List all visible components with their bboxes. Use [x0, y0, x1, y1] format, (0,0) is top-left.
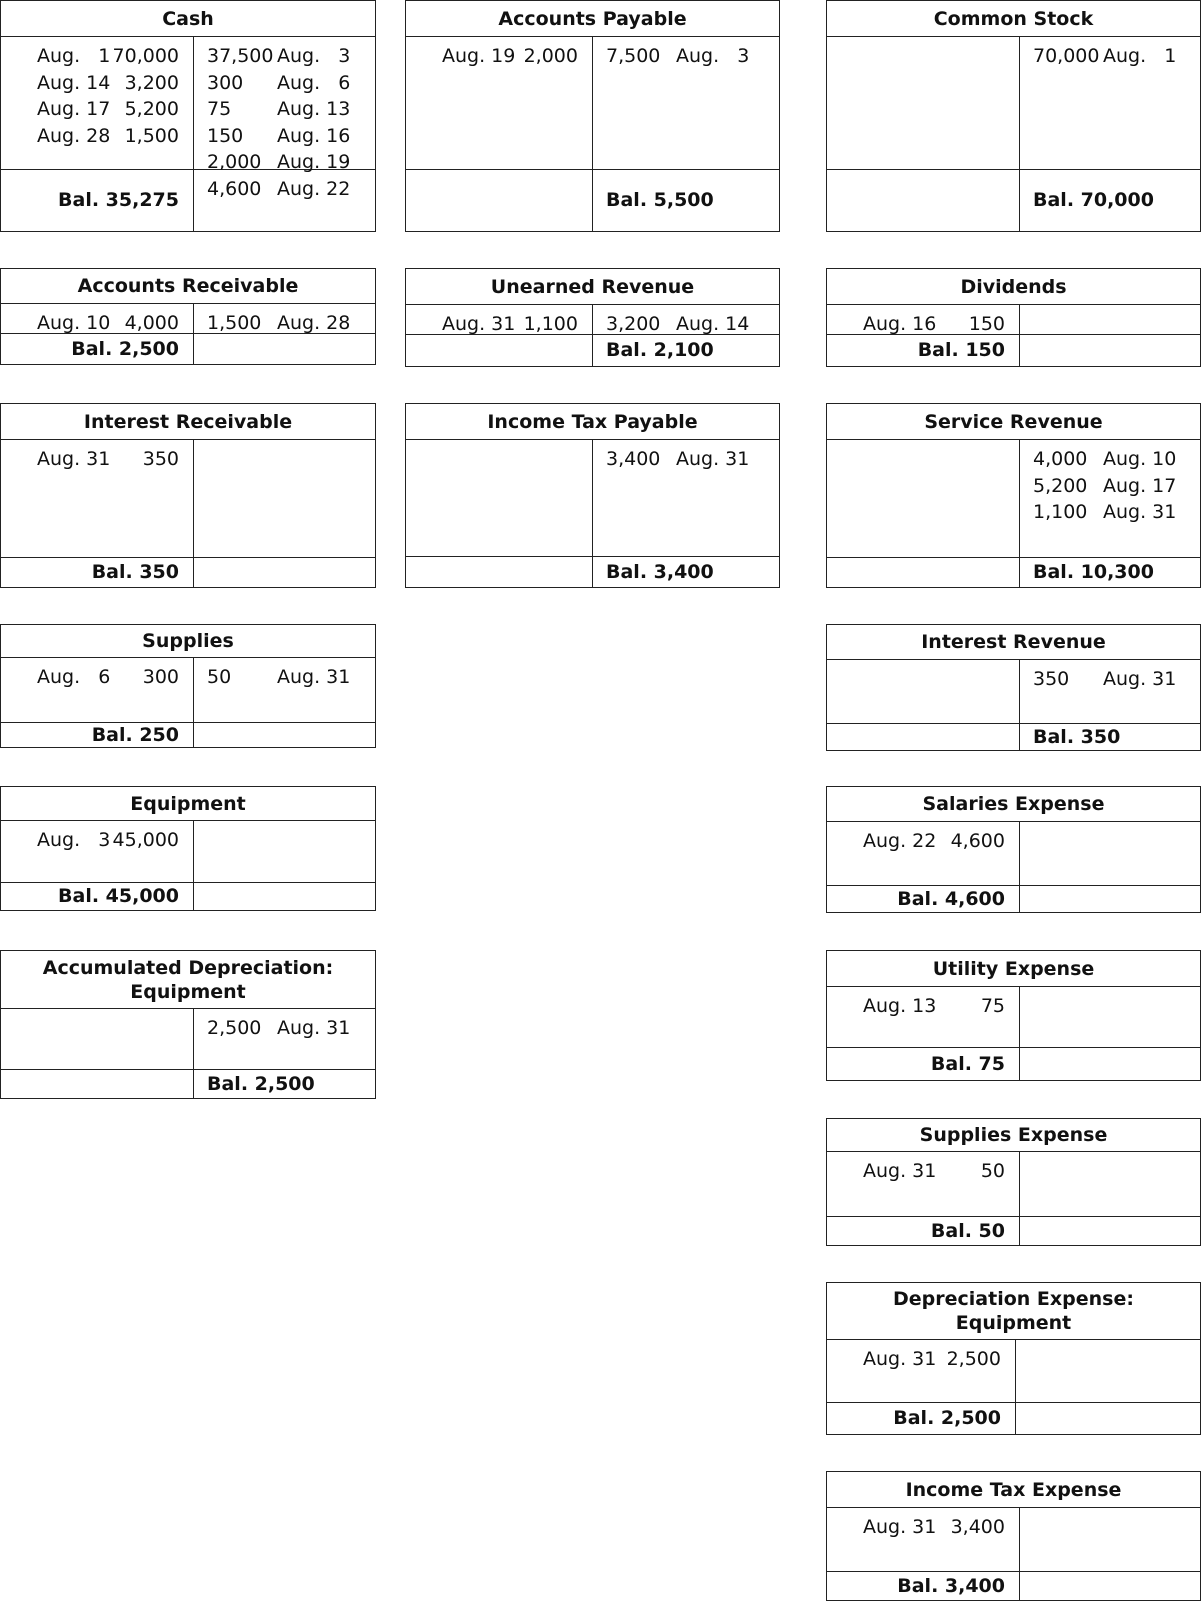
account-balance: Bal. 3,400	[606, 560, 714, 583]
credit-amount: 2,500	[207, 1017, 262, 1039]
credit-date: Aug. 16	[277, 124, 351, 147]
debit-date: Aug. 14	[37, 71, 111, 94]
debit-side	[1, 404, 193, 587]
credit-side	[1015, 1283, 1200, 1434]
debit-side	[1, 625, 193, 747]
debit-date: Aug. 31	[863, 1160, 937, 1182]
debit-date: Aug. 3	[37, 829, 111, 851]
credit-amount: 4,000	[1033, 448, 1088, 470]
credit-amount: 350	[1033, 668, 1070, 690]
account-balance: Bal. 70,000	[1033, 189, 1154, 211]
account-title: Supplies	[1, 625, 375, 658]
credit-amount: 300	[207, 71, 244, 94]
credit-side	[1019, 625, 1200, 750]
debit-amount: 2,500	[946, 1348, 1001, 1370]
credit-date: Aug. 22	[277, 177, 351, 200]
debit-date: Aug. 13	[863, 995, 937, 1017]
debit-side	[827, 787, 1019, 912]
credit-amount: 4,600	[207, 177, 262, 200]
debit-side	[406, 269, 592, 366]
credit-side	[1019, 1, 1200, 231]
credit-side	[193, 951, 375, 1098]
credit-date: Aug. 31	[277, 666, 351, 688]
credit-side	[193, 625, 375, 747]
debit-side	[1, 787, 193, 910]
debit-date: Aug. 19	[442, 45, 516, 67]
credit-side	[1019, 787, 1200, 912]
credit-side	[592, 269, 779, 366]
credit-date: Aug. 31	[1103, 668, 1177, 690]
account-title: Salaries Expense	[827, 787, 1200, 822]
account-balance: Bal. 2,500	[207, 1072, 315, 1095]
debit-date: Aug. 22	[863, 830, 937, 852]
t-account-unearned-revenue	[405, 268, 780, 367]
account-title: Income Tax Payable	[406, 404, 779, 440]
debit-date: Aug. 28	[37, 124, 111, 147]
debit-date: Aug. 6	[37, 666, 111, 688]
credit-amount: 70,000	[1033, 45, 1100, 67]
credit-side	[1019, 951, 1200, 1080]
credit-date: Aug. 6	[277, 71, 351, 94]
debit-amount: 45,000	[112, 829, 179, 851]
account-title: Supplies Expense	[827, 1119, 1200, 1152]
credit-date: Aug. 3	[676, 45, 750, 67]
account-balance: Bal. 45,000	[58, 885, 179, 907]
account-balance: Bal. 2,100	[606, 339, 714, 361]
t-account-accumulated-depreciation	[0, 950, 376, 1099]
account-balance: Bal. 10,300	[1033, 561, 1154, 583]
t-account-accounts-payable	[405, 0, 780, 232]
account-title: Accumulated Depreciation: Equipment	[1, 951, 375, 1009]
debit-side	[406, 1, 592, 231]
t-account-interest-receivable	[0, 403, 376, 588]
account-title: Unearned Revenue	[406, 269, 779, 305]
account-title: Accounts Payable	[406, 1, 779, 37]
t-account-accounts-receivable	[0, 268, 376, 365]
credit-amount: 150	[207, 124, 244, 147]
debit-side	[827, 1, 1019, 231]
account-balance: Bal. 250	[91, 723, 179, 746]
t-account-income-tax-expense	[826, 1471, 1201, 1601]
debit-amount: 350	[142, 448, 179, 470]
credit-date: Aug. 1	[1103, 45, 1177, 67]
account-title: Interest Revenue	[827, 625, 1200, 660]
account-balance: Bal. 350	[1033, 725, 1121, 748]
account-title: Accounts Receivable	[1, 269, 375, 304]
t-account-supplies	[0, 624, 376, 748]
debit-amount: 150	[968, 313, 1005, 335]
debit-side	[827, 1119, 1019, 1245]
credit-date: Aug. 3	[277, 45, 351, 67]
t-account-common-stock	[826, 0, 1201, 232]
debit-amount: 1,100	[523, 313, 578, 335]
credit-side	[1019, 1119, 1200, 1245]
account-title: Dividends	[827, 269, 1200, 305]
debit-side	[827, 625, 1019, 750]
t-account-depreciation-expense	[826, 1282, 1201, 1435]
debit-date: Aug. 31	[863, 1348, 937, 1370]
account-balance: Bal. 5,500	[606, 189, 714, 211]
account-title: Depreciation Expense: Equipment	[827, 1283, 1200, 1340]
t-account-income-tax-payable	[405, 403, 780, 588]
account-balance: Bal. 50	[930, 1219, 1005, 1242]
debit-side	[1, 269, 193, 364]
credit-date: Aug. 13	[277, 98, 351, 120]
account-balance: Bal. 75	[930, 1052, 1005, 1075]
credit-amount: 2,000	[207, 151, 262, 173]
credit-date: Aug. 31	[277, 1017, 351, 1039]
debit-amount: 50	[980, 1160, 1005, 1182]
credit-side	[193, 404, 375, 587]
credit-amount: 3,400	[606, 448, 661, 470]
debit-amount: 4,000	[124, 312, 179, 334]
debit-date: Aug. 31	[442, 313, 516, 335]
debit-amount: 70,000	[112, 45, 179, 67]
debit-side	[827, 1283, 1015, 1434]
debit-amount: 75	[980, 995, 1005, 1017]
t-account-supplies-expense	[826, 1118, 1201, 1246]
credit-side	[193, 787, 375, 910]
debit-date: Aug. 31	[863, 1516, 937, 1538]
account-balance: Bal. 35,275	[58, 189, 179, 211]
account-balance: Bal. 2,500	[71, 337, 179, 360]
credit-amount: 5,200	[1033, 474, 1088, 497]
credit-date: Aug. 19	[277, 151, 351, 173]
t-account-equipment	[0, 786, 376, 911]
credit-date: Aug. 28	[277, 312, 351, 334]
credit-amount: 1,100	[1033, 501, 1088, 523]
account-title: Cash	[1, 1, 375, 37]
account-balance: Bal. 3,400	[897, 1574, 1005, 1597]
debit-side	[827, 1472, 1019, 1600]
credit-side	[592, 1, 779, 231]
credit-date: Aug. 14	[676, 313, 750, 335]
account-title: Interest Receivable	[1, 404, 375, 440]
t-account-dividends	[826, 268, 1201, 367]
debit-side	[406, 404, 592, 587]
credit-date: Aug. 31	[1103, 501, 1177, 523]
credit-amount: 7,500	[606, 45, 661, 67]
account-balance: Bal. 2,500	[893, 1407, 1001, 1429]
debit-side	[827, 404, 1019, 587]
debit-amount: 2,000	[523, 45, 578, 67]
account-title: Income Tax Expense	[827, 1472, 1200, 1508]
credit-date: Aug. 31	[676, 448, 750, 470]
debit-date: Aug. 17	[37, 98, 111, 120]
credit-amount: 37,500	[207, 45, 274, 67]
account-title: Service Revenue	[827, 404, 1200, 440]
debit-amount: 3,200	[124, 71, 179, 94]
credit-side	[1019, 404, 1200, 587]
account-title: Equipment	[1, 787, 375, 821]
debit-side	[827, 951, 1019, 1080]
debit-date: Aug. 16	[863, 313, 937, 335]
account-balance: Bal. 350	[91, 561, 179, 583]
credit-amount: 50	[207, 666, 232, 688]
debit-date: Aug. 1	[37, 45, 111, 67]
credit-date: Aug. 10	[1103, 448, 1177, 470]
debit-side	[1, 951, 193, 1098]
credit-side	[193, 269, 375, 364]
debit-date: Aug. 31	[37, 448, 111, 470]
t-account-salaries-expense	[826, 786, 1201, 913]
t-account-interest-revenue	[826, 624, 1201, 751]
credit-amount: 3,200	[606, 313, 661, 335]
account-title: Utility Expense	[827, 951, 1200, 987]
credit-side	[193, 1, 375, 231]
t-account-service-revenue	[826, 403, 1201, 588]
debit-side	[1, 1, 193, 231]
credit-side	[1019, 269, 1200, 366]
credit-side	[592, 404, 779, 587]
account-balance: Bal. 150	[917, 339, 1005, 361]
t-account-utility-expense	[826, 950, 1201, 1081]
account-balance: Bal. 4,600	[897, 887, 1005, 910]
credit-amount: 1,500	[207, 312, 262, 334]
credit-side	[1019, 1472, 1200, 1600]
debit-amount: 300	[142, 666, 179, 688]
debit-amount: 3,400	[950, 1516, 1005, 1538]
debit-amount: 1,500	[124, 124, 179, 147]
debit-side	[827, 269, 1019, 366]
credit-amount: 75	[207, 98, 232, 120]
debit-date: Aug. 10	[37, 312, 111, 334]
account-title: Common Stock	[827, 1, 1200, 37]
debit-amount: 5,200	[124, 98, 179, 120]
debit-amount: 4,600	[950, 830, 1005, 852]
t-account-cash	[0, 0, 376, 232]
credit-date: Aug. 17	[1103, 474, 1177, 497]
